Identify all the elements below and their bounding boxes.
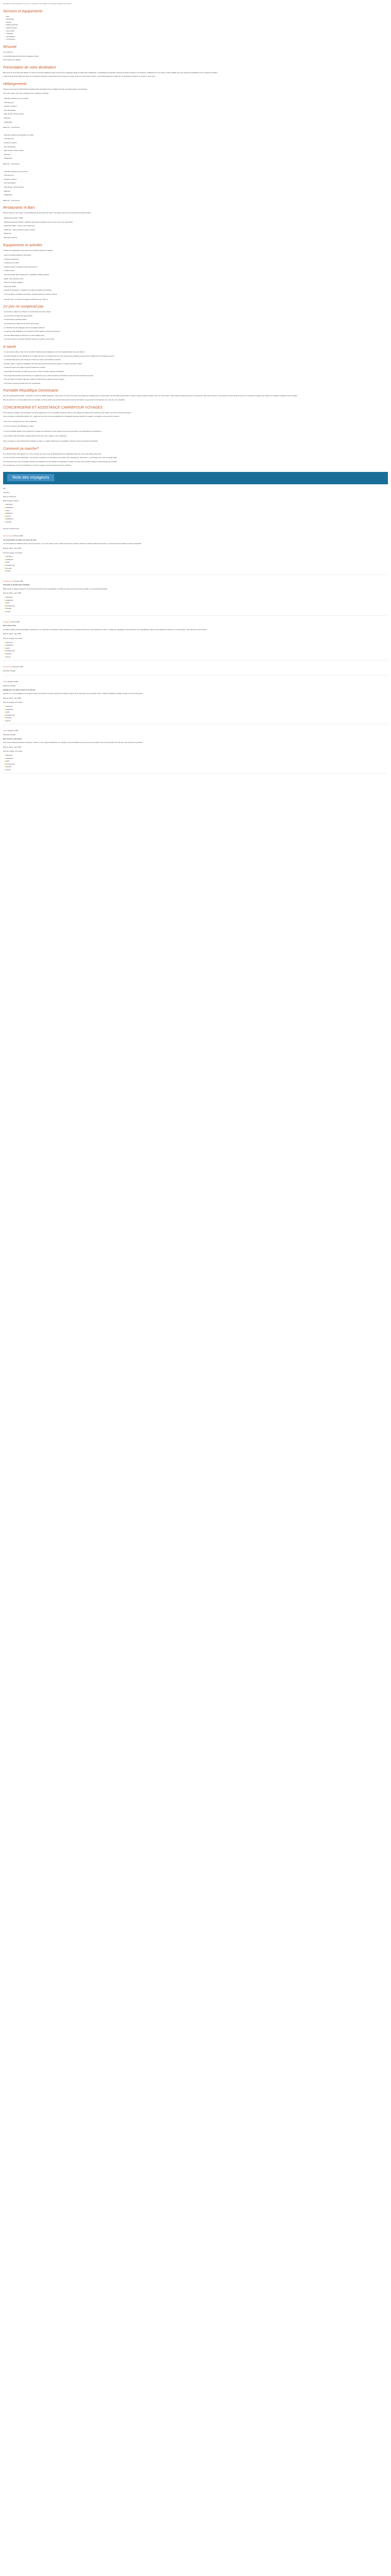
criterion-label: Chambres xyxy=(5,555,13,558)
hebergements-title: Hébergements xyxy=(3,82,27,86)
prix-item: - Les assurances supplémentaires xyxy=(3,318,27,321)
star-icon: ● xyxy=(4,708,6,710)
presentation-section xyxy=(3,65,388,78)
star-icon: ● xyxy=(4,650,6,652)
review-criterion xyxy=(3,555,388,558)
review-title: Charmant et extrêmement tranquille xyxy=(3,584,30,586)
restaurant-item: - Bar dans la piscine xyxy=(3,236,18,239)
room-feature: - télévision xyxy=(3,153,11,156)
service-item: ✓ Wifi xyxy=(5,15,388,18)
room-block xyxy=(3,134,388,165)
restaurants-section xyxy=(3,206,388,239)
review-location: Montréal, Canada xyxy=(3,684,15,687)
star-icon: ● xyxy=(4,757,6,759)
prix-title: Ce prix ne comprend pas xyxy=(3,305,44,309)
restaurants-intro: Dans le cadre de votre séjour, vous bénéficierez de la formule tout inclus. Vos repas seront pris au restaurant principal de l'hôtel. xyxy=(3,212,91,214)
review-criterion xyxy=(3,570,388,572)
top-note: Description Ce joli campanel / Ce prix en comparé au Formalités Conciergerie Liguthieu Auto Client xyxy=(3,3,71,5)
review-date: 28 janvier 2025 xyxy=(7,681,19,683)
prix-item: - Les frais de carte de tourisme (10 $ par personne) à régler à votre arrivée xyxy=(3,338,55,341)
notes-header-bar xyxy=(3,472,388,484)
review-criterion xyxy=(3,760,388,762)
comment-text: Une nouvelle fois, nous vous souhaitons un très bon voyage et vous remercions de votre confiance. xyxy=(3,464,72,467)
restaurant-item: - Restaurant principal : Buffet xyxy=(3,216,23,219)
review-item xyxy=(3,681,388,724)
restaurant-item: - Restaurant japonais Teriyaki : dégustez des saveurs asiatiques avec vue sur la mer (sur réservation) xyxy=(3,221,73,223)
room-max: Maximum : 3 personnes xyxy=(3,163,20,165)
room-feature: - terrasse ou balcon xyxy=(3,178,17,180)
service-item: ✓ Piscine xyxy=(5,21,388,24)
category-label: Qualité/prix xyxy=(5,506,13,509)
star-icon: ● xyxy=(4,766,6,768)
review-text: Belle piscine et plage de sable fin, le personnel de l'hôtel est très sympathique. Le buffet est varié et tout est de bonne qualité. Je reviendrai sans hésiter. xyxy=(3,587,108,590)
review-criterion xyxy=(3,604,388,610)
prix-item: - Le transfert hors des bagages selon la compagnie aérienne xyxy=(3,326,45,329)
room-feature: - salle de bain, sèche-cheveux xyxy=(3,185,24,188)
star-icon: ● xyxy=(4,719,6,722)
star-icon: ● xyxy=(4,555,6,558)
review-criterion xyxy=(3,708,388,714)
review-item xyxy=(3,535,388,575)
conciergerie-item: » Si vous souhaitez ajouter votre programme ou ajouter des éléments à votre voyage (comme des excursions, des réservations de restaurants...) xyxy=(3,430,103,432)
review-criterion xyxy=(3,656,388,658)
avoir-item: - Pour les séjours en famille, l'âge des enfants est déterminé à la date de retour du séjour. xyxy=(3,378,65,381)
review-text: Je recommande cet établissement et tout le personnel. Il n'y a rien d'autre à dire. L'hôtel est très bien entretenu. Parmi les meilleurs hôtels de la région. Le personnel est accueillant et toujours disponible. xyxy=(3,543,142,545)
review-type: Type de voyage : En famille xyxy=(3,551,22,554)
review-date: 2 février 2025 xyxy=(10,620,20,623)
review-criterion xyxy=(3,561,388,564)
service-item: ✓ Parking extérieur xyxy=(5,24,388,26)
review-criterion xyxy=(3,769,388,771)
avoir-item: - Pour la période des fêtes de fin d'année, un supplément pour le dîner de Noël et du Réveillon pourra vous être demandé sur place. xyxy=(3,374,94,377)
room-feature: - 2 lits king size xyxy=(3,101,14,104)
criterion-label: Literie xyxy=(5,647,10,649)
resume-section xyxy=(3,45,388,61)
criterion-label: Emplacement xyxy=(5,650,15,652)
resume-line: Les 3 piscines xyxy=(3,50,13,53)
review-item xyxy=(3,621,388,661)
comment-title: Comment ça marche? xyxy=(3,447,39,451)
review-criterion xyxy=(3,650,388,652)
formalites-text: Pour les ressortissants français : passeport en cours de validité obligatoire. Toute entrée ou sortie du territoire dominicain est conditionnée à la présentation d'un formulaire électronique à remplir en ligne (e-ticket). Rendez-vous sur le site officiel : https://eticket.migracion.gob.do/ et présentez le QR code à l'arrivée. Il est fortement recommandé de prévoir une assurance voyage et de vérifier les conditions sanitaires avant le départ. xyxy=(3,395,298,397)
review-criterion xyxy=(3,599,388,602)
review-type: Type de voyage : En couple xyxy=(3,750,23,753)
comment-text: Une fois connecté à votre application, vous pourrez renseigner vos informations de voyage (vols, hébergement, documents...) et échanger avec votre concierge dédié. xyxy=(3,456,118,459)
conciergerie-outro: Votre concierge est votre interlocuteur privilégié sur place, en relation directe avec le prestataire et l'hôtel et avec la centrale de réservation. xyxy=(3,440,99,443)
restaurant-item: - Restaurant italien : ouvert le soir uniquement xyxy=(3,225,35,227)
service-item: ✓ Club enfant xyxy=(5,30,388,32)
star-icon: ● xyxy=(4,509,6,512)
criterion-label: Qualité/prix xyxy=(5,599,13,601)
room-feature: - terrasse ou balcon xyxy=(3,142,17,144)
notes-score: 4.3 xyxy=(3,487,6,490)
criterion-label: Qualité/prix xyxy=(5,558,13,561)
category-label: Propreté xyxy=(5,520,12,523)
review-criterion xyxy=(3,714,388,717)
review-criterion xyxy=(3,763,388,766)
category-label: Literie xyxy=(5,509,10,512)
notes-title: Note des voyageurs xyxy=(7,474,54,481)
review-location: Montréal, Canada xyxy=(3,669,15,672)
star-icon: ● xyxy=(4,647,6,649)
star-icon: ● xyxy=(4,705,6,707)
service-item: ✓ Conciergerie xyxy=(5,38,388,41)
review-location: Montréal, Canada xyxy=(3,734,15,736)
review-criterion xyxy=(3,754,388,757)
criterion-label: Chambres xyxy=(5,754,13,757)
review-date: 6 février 2025 xyxy=(13,580,23,582)
prix-section xyxy=(3,304,388,341)
room-feature: - wifi, climatisation xyxy=(3,182,16,184)
service-item: ✓ Salle de fitness xyxy=(5,27,388,29)
criterion-label: Emplacement xyxy=(5,714,15,716)
review-author: Annonymous xyxy=(3,666,12,668)
review-date: 26 janvier 2025 xyxy=(7,730,19,732)
review-stay: Date de séjour : janv 2025 xyxy=(3,547,22,549)
review-criterion xyxy=(3,567,388,570)
conciergerie-text: Votre concierge est disponible 24h/24, 7j/7, uniquement par chat, via votre application de messagerie sécurisée Carrefour Voyages, sur laquelle vous pouvez le contacter : xyxy=(3,415,120,418)
avoir-section xyxy=(3,345,388,384)
star-icon: ● xyxy=(4,762,6,765)
room-feature: - wifi, climatisation xyxy=(3,145,16,148)
equipement-item: - kayak, voile, planche à voile xyxy=(3,277,24,280)
star-icon: ● xyxy=(4,518,6,520)
room-feature: - 2 lits king size xyxy=(3,138,14,140)
conciergerie-section xyxy=(3,405,388,443)
equipement-item: - Ping pong, billard xyxy=(3,285,17,287)
star-icon: ● xyxy=(4,567,6,569)
review-criterion xyxy=(3,611,388,613)
review-criterion xyxy=(3,705,388,708)
criterion-label: Literie xyxy=(5,760,10,762)
notes-summary xyxy=(3,487,388,530)
hebergements-intro: L'hôtel est composé de 295 chambres réparties dans des bâtiments de 3 étages entourés d'un jardin arboré et de palmiers. xyxy=(3,88,88,90)
equipements-intro: L'hôtel met à disposition de ses clients de nombreux services et activités : xyxy=(3,249,54,251)
criterion-label: Propreté xyxy=(5,607,12,610)
star-icon: ● xyxy=(4,604,6,607)
notes-count: Noté sur 4144 Avis xyxy=(3,496,17,498)
star-icon: ● xyxy=(4,596,6,599)
resume-line: La très belle plage de Dominicus à quelques mètres xyxy=(3,55,39,57)
star-icon: ● xyxy=(4,602,6,604)
restaurants-title: Restaurants et Bars xyxy=(3,206,35,210)
conciergerie-text: Avec Carrefour Voyages vous bénéficiez d'un accompagnement de nos conseillers depuis la veille de votre départ et pendant toute la durée de votre séjour, un service entièrement gratuit ! xyxy=(3,411,132,414)
review-title: Bataille pour les places autour de la piscine xyxy=(3,688,36,691)
review-criterion xyxy=(3,647,388,650)
equipements-outro: - Nouvelle zone, en retrait de la plage de Dominicus (env. 400 m) xyxy=(3,298,48,300)
review-item xyxy=(3,666,388,675)
review-criterion xyxy=(3,766,388,768)
formalites-section xyxy=(3,388,388,401)
review-criterion xyxy=(3,564,388,567)
star-icon: ● xyxy=(4,641,6,643)
page-content xyxy=(0,0,391,774)
avoir-item: - Les tarifs indiqués ont été calculés pour un départ de Paris. Les horaires des vols sont donnés à titre indicatif et peuvent être modifiés par la compagnie aérienne. xyxy=(3,354,115,357)
category-item xyxy=(3,521,388,523)
equipement-item: - Cours de danse, cocktails et de cuisine, activités sportives et soirées à thème xyxy=(3,293,57,296)
service-item: ✓ Restaurant xyxy=(5,18,388,21)
criterion-label: Service xyxy=(5,611,11,613)
resume-title: Résumé xyxy=(3,45,17,49)
review-stay: Date de séjour : janv 2025 xyxy=(3,745,22,748)
category-label: Chambres xyxy=(5,512,13,515)
comment-section xyxy=(3,447,388,467)
star-icon: ● xyxy=(4,607,6,610)
presentation-text: Bienvenue au Viva Dominicus Beach, un hôtel tout compris idéalement situé au bord d'une magnifique plage de sable blanc à Bayahibe, en République Dominicaine. Entouré de jardins tropicaux et de palmiers, l'établissement vous offre un cadre paisible pour des vacances inoubliables sous le soleil des Caraïbes. xyxy=(3,71,218,74)
criterion-label: Service xyxy=(5,719,11,722)
room-max: Maximum : 3 personnes xyxy=(3,126,20,129)
equipement-item: - 1 salle de sport xyxy=(3,269,15,272)
star-icon: ● xyxy=(4,503,6,506)
criterion-label: Emplacement xyxy=(5,564,15,566)
star-icon: ● xyxy=(4,561,6,564)
star-icon: ● xyxy=(4,564,6,566)
room-feature: - 2 lits king size xyxy=(3,174,14,177)
criterion-label: Propreté xyxy=(5,766,12,768)
review-criterion xyxy=(3,596,388,599)
room-block xyxy=(3,171,388,202)
review-title: Des vacances reposantes xyxy=(3,737,22,740)
prix-item: - Les pourboires et dépenses de nature personnelle xyxy=(3,323,39,325)
avoir-item: - En basse saison, certaines installations de l'hôtel peuvent être fermées pour travaux et certaines activités réduites. xyxy=(3,362,83,365)
conciergerie-title: CONCIERGERIE ET ASSISTANCE CARREFOUR VOYAGES xyxy=(3,405,103,410)
equipement-item: - Chaises longues et parasols autour des piscines xyxy=(3,265,38,268)
reviews-list xyxy=(3,535,388,773)
star-icon: ● xyxy=(4,599,6,601)
avoir-title: A savoir xyxy=(3,345,17,349)
criterion-label: Qualité/prix xyxy=(5,757,13,759)
hebergements-section xyxy=(3,82,388,201)
category-label: Chambres xyxy=(5,503,13,506)
star-icon: ● xyxy=(4,711,6,714)
resume-line: Hotel réservé aux adultes xyxy=(3,59,21,61)
criterion-label: Literie xyxy=(5,602,10,604)
category-label: Qualité/prix xyxy=(5,518,13,520)
room-feature: - salle de bain, sèche-cheveux xyxy=(3,113,24,115)
review-criterion xyxy=(3,644,388,647)
category-item xyxy=(3,518,388,520)
notes-score-label: Très bien xyxy=(3,491,10,494)
restaurant-item: - Snack-bar : Snack, boissons, glaces, burgers xyxy=(3,228,36,231)
review-type: Type de voyage : En couple xyxy=(3,637,23,639)
review-author: Claire xyxy=(3,681,7,683)
review-stay: Date de séjour : janv 2025 xyxy=(3,697,22,699)
equipement-item: - Activités et animations : programme complet accessible à la réception xyxy=(3,289,52,292)
room-name: - Chambre standard vue sur l'océan : xyxy=(3,170,29,173)
category-label: Service xyxy=(5,515,11,517)
criterion-label: Emplacement xyxy=(5,762,15,765)
services-title: Services et équipements xyxy=(3,9,43,13)
comment-text: Une semaine avant votre départ (J-7), vous recevrez par mail, le lien de téléchargement de l'application ainsi que votre code d'accès personnel. xyxy=(3,452,102,455)
review-text: Nous avons passé d'excellentes vacances. L'hôtel a un bon rapport qualité/prix, les chambres sont confortables et le personnel est serviable. Nous recommandons cet hôtel pour des vacances reposantes. xyxy=(3,741,143,744)
criterion-label: Service xyxy=(5,655,11,658)
category-item xyxy=(3,509,388,515)
hebergements-note: Pour votre séjour, nous avons sélectionné les chambres suivantes : xyxy=(3,92,50,94)
avoir-item: - Le transfert aller-retour entre l'aéroport et l'hôtel est inclus, sauf indication contraire. xyxy=(3,359,61,361)
equipement-item: - accès à la plage publique de Dominicus xyxy=(3,254,31,257)
criterion-label: Qualité/prix xyxy=(5,644,13,647)
category-item xyxy=(3,506,388,509)
room-feature: - réfrigérateur xyxy=(3,157,13,160)
review-criterion xyxy=(3,717,388,719)
star-icon: ● xyxy=(4,714,6,716)
star-icon: ● xyxy=(4,655,6,658)
room-feature: - télévision xyxy=(3,190,11,192)
prix-item: - Les frais d'ESTA (dans le cadre d'un vol via les Etats-Unis) xyxy=(3,334,44,336)
criterion-label: Service xyxy=(5,570,11,572)
avoir-item: - Les photos et textes présentés sont non contractuels. xyxy=(3,382,41,384)
criterion-label: Chambres xyxy=(5,705,13,707)
formalites-text: Dans le cadre d'un vol via les Etats-Unis ou le Canada, merci de vérifier que le transit est autorisé. Aucune information ne pourra être communiquée à ce sujet par nos conseillers. xyxy=(3,398,125,401)
star-icon: ● xyxy=(4,769,6,771)
comment-text: La conversation avec votre concierge s'archive à la réalisation de votre départ sur l'application de façon à ce que votre prochain voyage soit aussi simple que possible. xyxy=(3,460,118,463)
review-item xyxy=(3,730,388,773)
room-name: - Chambre standard vue sur le jardin : xyxy=(3,97,29,100)
avoir-item: - La taxe de séjour est à régler sur place directement à l'hôtel. xyxy=(3,366,46,369)
review-stay: Date de séjour : janv 2025 xyxy=(3,633,22,635)
notes-vote: Voté les 5 derniers avis xyxy=(3,527,20,530)
star-icon: ● xyxy=(4,558,6,561)
category-item xyxy=(3,503,388,506)
equipement-item: - 1 piscine pour enfants xyxy=(3,262,20,264)
review-title: Nous étions ravis xyxy=(3,624,17,627)
star-icon: ● xyxy=(4,611,6,613)
avoir-item: - Les prestations fournies par l'hôtel ne pourront en aucun cas faire l'objet de réclamation. xyxy=(3,370,64,372)
review-author: Annonymous xyxy=(3,535,12,537)
equipements-section xyxy=(3,243,388,301)
category-item xyxy=(3,509,388,515)
star-icon: ● xyxy=(4,644,6,647)
prix-item: - Les boissons, déjeuners et dîners non inclus dans la formule choisie xyxy=(3,311,51,313)
room-feature: - réfrigérateur xyxy=(3,194,13,196)
star-icon: ● xyxy=(4,652,6,655)
equipement-item: - club de plongée (avec supplément) : possibilité d'initiation gratuite xyxy=(3,274,50,276)
room-block xyxy=(3,97,388,129)
prix-item: - Le taxe de sortie obligatoire d'un montant de 25 $ à régler sur place par personne xyxy=(3,330,60,333)
room-feature: - télévision xyxy=(3,117,11,120)
equipement-item: - séances de Yoga, aquagym... xyxy=(3,281,25,284)
review-criterion xyxy=(3,641,388,647)
review-type: Type de voyage : En couple xyxy=(3,701,23,704)
equipements-title: Equipements et activités xyxy=(3,243,42,247)
criterion-label: Literie xyxy=(5,711,10,714)
avoir-item: - Si vous partez seul(e), notre prix en chambre individuelle sera obligatoire et un coût supplémentaire vous sera facturé. xyxy=(3,350,85,353)
review-author: Voyageur xyxy=(3,620,10,623)
room-feature: - wifi, climatisation xyxy=(3,109,16,111)
presentation-title: Présentation de votre destination xyxy=(3,65,56,70)
star-icon: ● xyxy=(4,570,6,572)
star-icon: ● xyxy=(4,506,6,509)
review-criterion xyxy=(3,720,388,722)
star-icon: ● xyxy=(4,760,6,762)
formalites-title: Formalité République Dominicaine xyxy=(3,389,58,393)
room-name: - Chambre standard vue partielle sur l'océan : xyxy=(3,133,35,136)
criterion-label: Qualité/prix xyxy=(5,708,13,710)
review-criterion xyxy=(3,653,388,655)
prix-item: - Les excursions et dépenses personnelles xyxy=(3,314,32,317)
criterion-label: Propreté xyxy=(5,652,12,655)
review-title: Je recommande cet hôtel et le séjour de rêve. xyxy=(3,538,37,541)
review-criterion xyxy=(3,558,388,564)
criterion-label: Chambres xyxy=(5,596,13,599)
conciergerie-item: » Si vous rencontrez des difficultés sur place xyxy=(3,425,34,428)
criterion-label: Chambres xyxy=(5,641,13,643)
review-stay: Date de séjour : janv 2025 xyxy=(3,592,22,595)
conciergerie-item: » Pour toute renseignement sur votre programme xyxy=(3,420,37,422)
criterion-label: Emplacement xyxy=(5,604,15,607)
services-section xyxy=(3,9,388,41)
review-criterion xyxy=(3,711,388,714)
service-item: ✓ Climatisation xyxy=(5,36,388,38)
criterion-label: Service xyxy=(5,769,11,771)
room-feature: - terrasse ou balcon xyxy=(3,105,17,108)
star-icon: ● xyxy=(4,717,6,719)
services-list xyxy=(3,15,388,41)
restaurant-item: - Beach bar xyxy=(3,232,11,235)
conciergerie-item: » Pour obtenir toute information supplémentaire concernant votre voyage et votre destination xyxy=(3,435,67,437)
review-text: Attention ! Il y a une bataille pour les places autour de la piscine, les gens réservent les chaises longues tôt le matin avec leurs serviettes. Sinon, l'hôtel est agréable, la plage est belle et le personnel gentil. xyxy=(3,692,143,695)
notes-traveler: 2025 Travelers Choice xyxy=(3,499,19,502)
review-author: Claire xyxy=(3,730,7,732)
equipement-item: - 3 piscines extérieures xyxy=(3,258,19,260)
criterion-label: Propreté xyxy=(5,567,12,569)
review-criterion xyxy=(3,757,388,760)
star-icon: ● xyxy=(4,515,6,517)
review-date: 30 janvier 2025 xyxy=(12,666,23,668)
room-feature: - salle de bain, sèche-cheveux xyxy=(3,149,24,152)
review-criterion xyxy=(3,602,388,604)
star-icon: ● xyxy=(4,512,6,515)
review-date: 14 février 2025 xyxy=(12,535,23,537)
criterion-label: Literie xyxy=(5,561,10,564)
star-icon: ● xyxy=(4,754,6,757)
service-item: ✓ Télévision xyxy=(5,32,388,35)
review-item xyxy=(3,580,388,616)
review-text: Un séjour parfait, personnel agréable et attentionné. Les chambres sont propres et bien entretenues. La nourriture était bonne, avec beaucoup de choix. La plage est magnifique et les animations très sympathiques. Merci à toute l'équipe de l'hôtel pour ce beau séjour, nous espérons revenir bientôt. xyxy=(3,628,207,631)
criterion-label: Propreté xyxy=(5,717,12,719)
presentation-text: L'hôtel Viva Dominicus Beach propose de nombreuses activités et animations tout au long de la journée. Dans un environnement calme, c'est l'endroit idéal pour profiter de vos prochaines vacances en couple ou entre amis. xyxy=(3,75,156,78)
star-icon: ● xyxy=(4,520,6,523)
review-author: Jamaica Lover xyxy=(3,580,13,582)
room-feature: - réfrigérateur xyxy=(3,121,13,123)
category-item xyxy=(3,515,388,518)
room-max: Maximum : 2 personnes xyxy=(3,199,20,201)
